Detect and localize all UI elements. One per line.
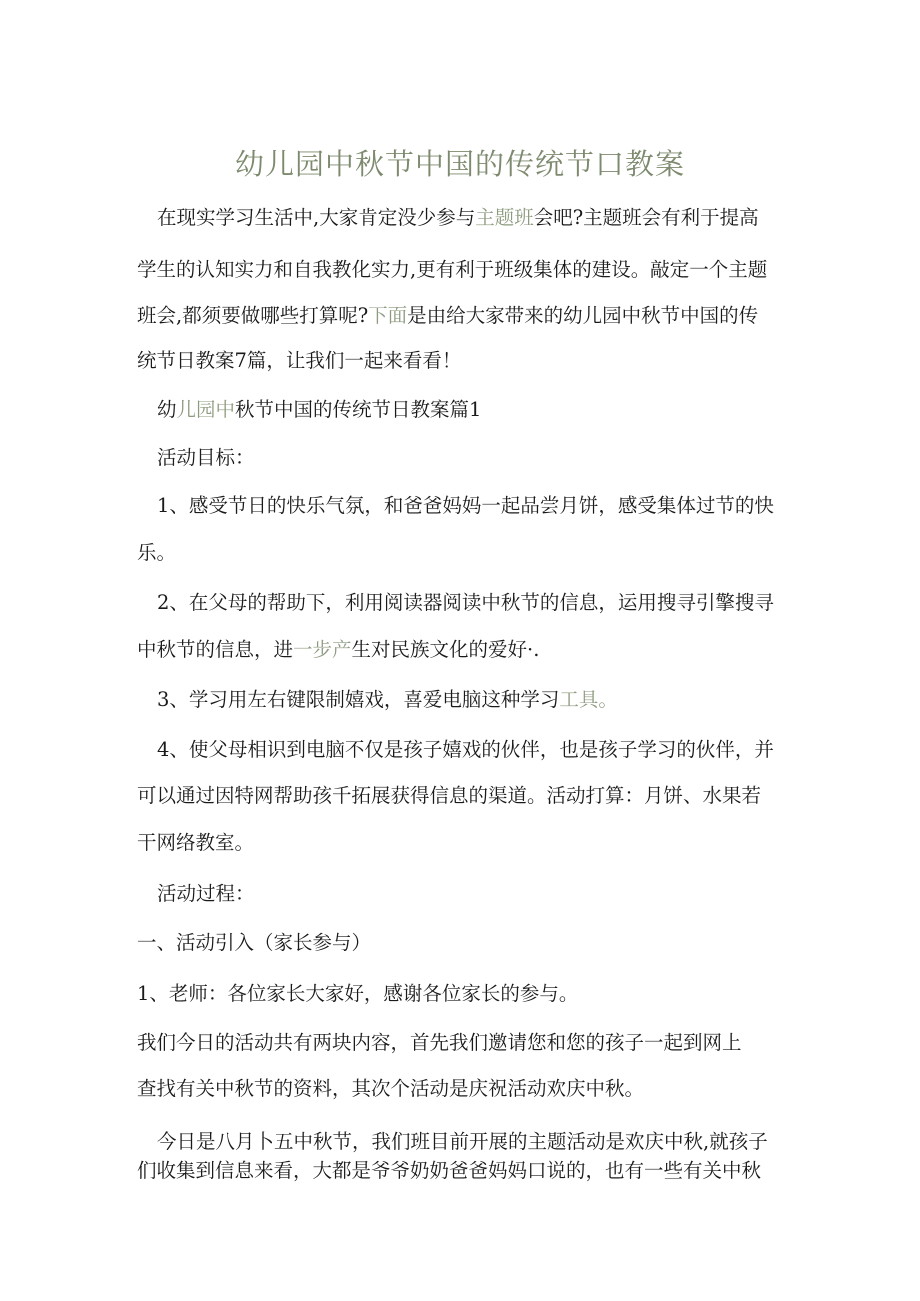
teacher-line: 1、老师：各位家长大家好，感谢各位家长的参与。 <box>137 982 579 1005</box>
goal-3: 3、学习用左右键限制嬉戏，喜爱电脑这种学习工具。 <box>157 688 618 711</box>
para-b-line-2: 们收集到信息来看，大都是爷爷奶奶爸爸妈妈口说的，也有一些有关中秋 <box>137 1159 762 1182</box>
goal-4-line-3: 干网络教室。 <box>137 831 255 854</box>
goal-2-line-2: 中秋节的信息，进一步产生对民族文化的爱好·. <box>137 638 540 661</box>
intro-line-3: 班会,都须要做哪些打算呢?下面是由给大家带来的幼儿园中秋节中国的传 <box>137 304 759 327</box>
link-below: 下面 <box>368 304 408 327</box>
intro-line-2: 学生的认知实力和自我教化实力,更有利于班级集体的建设。敲定一个主题 <box>137 258 768 281</box>
goals-label: 活动目标： <box>157 446 255 469</box>
intro-line-4: 统节日教案7篇，让我们一起来看看！ <box>137 349 462 372</box>
section-heading-1: 幼儿园中秋节中国的传统节日教案篇1 <box>157 398 482 421</box>
para-a-line-1: 我们今日的活动共有两块内容，首先我们邀请您和您的孩子一起到网上 <box>137 1031 742 1054</box>
process-label: 活动过程： <box>157 882 255 905</box>
step-1-heading: 一、活动引入（家长参与） <box>137 931 372 954</box>
goal-1-line-1: 1、感受节日的快乐气氛，和爸爸妈妈一起品尝月饼，感受集体过节的快 <box>157 494 774 517</box>
intro-line-1: 在现实学习生活中,大家肯定没少参与主题班会吧?主题班会有利于提高 <box>157 206 759 229</box>
link-tool: 工具。 <box>559 688 618 711</box>
link-theme-class: 主题班 <box>475 206 534 229</box>
goal-2-line-1: 2、在父母的帮助下，利用阅读器阅读中秋节的信息，运用搜寻引擎搜寻 <box>157 591 774 614</box>
goal-1-line-2: 乐。 <box>137 541 177 564</box>
para-a-line-2: 查找有关中秋节的资料，其次个活动是庆祝活动欢庆中秋。 <box>137 1077 645 1100</box>
para-b-line-1: 今日是八月卜五中秋节，我们班目前开展的主题活动是欢庆中秋,就孩子 <box>157 1130 768 1153</box>
goal-4-line-2: 可以通过因特网帮助孩千拓展获得信息的渠道。活动打算：月饼、水果若 <box>137 784 762 807</box>
document-title: 幼儿园中秋节中国的传统节口教案 <box>234 147 685 181</box>
goal-4-line-1: 4、使父母相识到电脑不仅是孩子嬉戏的伙伴，也是孩子学习的伙伴，并 <box>157 738 774 761</box>
